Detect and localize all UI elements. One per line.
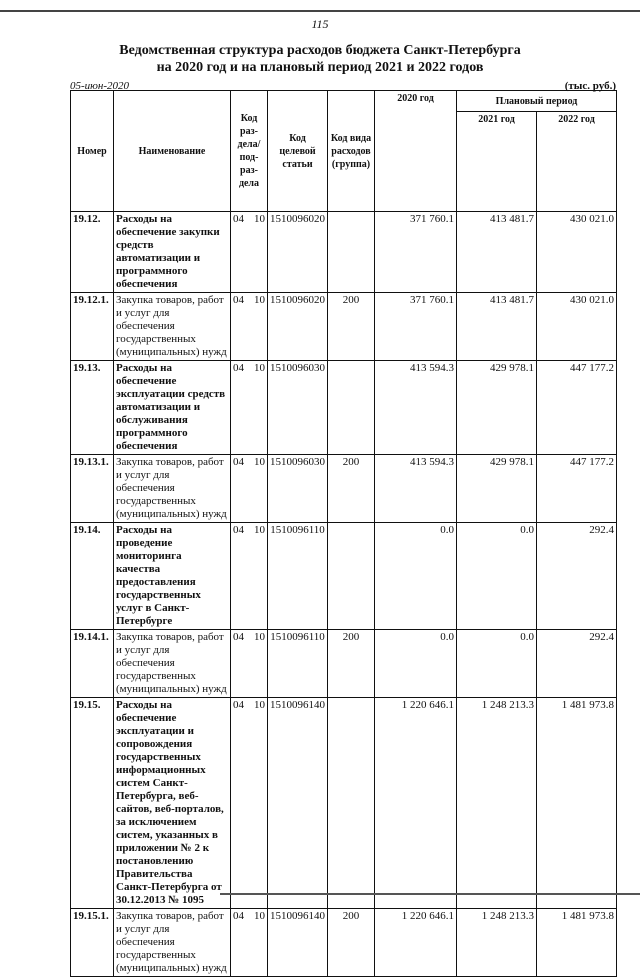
page-number: 115 bbox=[311, 17, 329, 31]
row-number: 19.14. bbox=[71, 523, 114, 630]
row-name: Расходы на обеспечение эксплуатации и сопровождения государственных информационных систем Санкт-Петербурга, веб-сайтов, веб-порталов, за исключением систем, указанных в приложении № 2 к постановлению Правительства Санкт-Петербурга от 30.12.2013 № 1095 bbox=[114, 698, 231, 909]
row-2020: 0.0 bbox=[375, 630, 457, 698]
row-kind bbox=[328, 698, 375, 909]
row-2020: 1 220 646.1 bbox=[375, 909, 457, 977]
row-podrazdel: 10 bbox=[254, 456, 265, 468]
top-rule bbox=[0, 0, 640, 12]
header-2021: 2021 год bbox=[457, 112, 537, 212]
row-razdel: 04 bbox=[233, 910, 244, 922]
row-2022: 1 481 973.8 bbox=[537, 909, 617, 977]
row-name: Закупка товаров, работ и услуг для обеспечения государственных (муниципальных) нужд bbox=[114, 630, 231, 698]
row-2022: 447 177.2 bbox=[537, 361, 617, 455]
title-line-2: на 2020 год и на плановый период 2021 и 2022 годов bbox=[156, 60, 484, 75]
row-name: Расходы на обеспечение эксплуатации средств автоматизации и обслуживания программного обеспечения bbox=[114, 361, 231, 455]
row-podrazdel: 10 bbox=[254, 910, 265, 922]
table-row bbox=[71, 212, 617, 293]
row-kind bbox=[328, 523, 375, 630]
row-2020: 371 760.1 bbox=[375, 212, 457, 293]
row-2021: 0.0 bbox=[457, 523, 537, 630]
row-razdel: 04 bbox=[233, 294, 244, 306]
row-name: Закупка товаров, работ и услуг для обеспечения государственных (муниципальных) нужд bbox=[114, 293, 231, 361]
header-kind: Код вида расходов (группа) bbox=[328, 91, 375, 212]
row-2022: 292.4 bbox=[537, 630, 617, 698]
row-2021: 0.0 bbox=[457, 630, 537, 698]
row-kind bbox=[328, 212, 375, 293]
row-section bbox=[231, 523, 268, 630]
row-number: 19.14.1. bbox=[71, 630, 114, 698]
row-target: 1510096030 bbox=[268, 455, 328, 523]
row-section bbox=[231, 212, 268, 293]
row-section bbox=[231, 361, 268, 455]
row-target: 1510096140 bbox=[268, 909, 328, 977]
row-target: 1510096020 bbox=[268, 293, 328, 361]
row-name: Закупка товаров, работ и услуг для обеспечения государственных (муниципальных) нужд bbox=[114, 909, 231, 977]
row-2021: 429 978.1 bbox=[457, 455, 537, 523]
row-name: Расходы на обеспечение закупки средств автоматизации и программного обеспечения bbox=[114, 212, 231, 293]
row-target: 1510096110 bbox=[268, 523, 328, 630]
bottom-rule bbox=[220, 893, 640, 895]
row-2022: 430 021.0 bbox=[537, 293, 617, 361]
row-target: 1510096140 bbox=[268, 698, 328, 909]
row-number: 19.15.1. bbox=[71, 909, 114, 977]
header-target: Код целевой статьи bbox=[268, 91, 328, 212]
row-section bbox=[231, 293, 268, 361]
row-2022: 447 177.2 bbox=[537, 455, 617, 523]
row-section bbox=[231, 455, 268, 523]
row-2022: 1 481 973.8 bbox=[537, 698, 617, 909]
header-2022: 2022 год bbox=[537, 112, 617, 212]
row-podrazdel: 10 bbox=[254, 524, 265, 536]
row-2021: 429 978.1 bbox=[457, 361, 537, 455]
row-podrazdel: 10 bbox=[254, 213, 265, 225]
row-2021: 1 248 213.3 bbox=[457, 909, 537, 977]
document-date: 05-июн-2020 bbox=[70, 80, 130, 92]
row-2022: 292.4 bbox=[537, 523, 617, 630]
row-2022: 430 021.0 bbox=[537, 212, 617, 293]
title-line-1: Ведомственная структура расходов бюджета Санкт-Петербурга bbox=[119, 43, 521, 58]
table-row bbox=[71, 523, 617, 630]
table-header bbox=[71, 91, 617, 212]
row-kind: 200 bbox=[328, 630, 375, 698]
row-razdel: 04 bbox=[233, 213, 244, 225]
row-number: 19.12.1. bbox=[71, 293, 114, 361]
row-section bbox=[231, 909, 268, 977]
header-2020: 2020 год bbox=[375, 91, 457, 212]
row-target: 1510096020 bbox=[268, 212, 328, 293]
row-razdel: 04 bbox=[233, 362, 244, 374]
header-number: Номер bbox=[71, 91, 114, 212]
table-row bbox=[71, 909, 617, 977]
row-kind: 200 bbox=[328, 293, 375, 361]
row-number: 19.13.1. bbox=[71, 455, 114, 523]
row-podrazdel: 10 bbox=[254, 699, 265, 711]
table-body bbox=[71, 212, 617, 977]
header-planned: Плановый период bbox=[457, 91, 617, 112]
row-2020: 0.0 bbox=[375, 523, 457, 630]
row-target: 1510096030 bbox=[268, 361, 328, 455]
row-target: 1510096110 bbox=[268, 630, 328, 698]
row-razdel: 04 bbox=[233, 631, 244, 643]
row-2021: 1 248 213.3 bbox=[457, 698, 537, 909]
row-2020: 413 594.3 bbox=[375, 361, 457, 455]
row-section bbox=[231, 698, 268, 909]
table-row bbox=[71, 455, 617, 523]
document-title bbox=[0, 42, 640, 76]
row-razdel: 04 bbox=[233, 456, 244, 468]
row-2021: 413 481.7 bbox=[457, 212, 537, 293]
row-podrazdel: 10 bbox=[254, 294, 265, 306]
row-2020: 413 594.3 bbox=[375, 455, 457, 523]
row-kind: 200 bbox=[328, 455, 375, 523]
row-section bbox=[231, 630, 268, 698]
row-name: Закупка товаров, работ и услуг для обеспечения государственных (муниципальных) нужд bbox=[114, 455, 231, 523]
row-podrazdel: 10 bbox=[254, 362, 265, 374]
row-razdel: 04 bbox=[233, 524, 244, 536]
row-name: Расходы на проведение мониторинга качества предоставления государственных услуг в Санкт-Петербурге bbox=[114, 523, 231, 630]
row-kind bbox=[328, 361, 375, 455]
header-name: Наименование bbox=[114, 91, 231, 212]
header-section: Код раз- дела/ под- раз- дела bbox=[231, 91, 268, 212]
table-row bbox=[71, 293, 617, 361]
row-2021: 413 481.7 bbox=[457, 293, 537, 361]
units-label: (тыс. руб.) bbox=[564, 80, 616, 92]
row-podrazdel: 10 bbox=[254, 631, 265, 643]
row-2020: 371 760.1 bbox=[375, 293, 457, 361]
row-number: 19.13. bbox=[71, 361, 114, 455]
row-number: 19.15. bbox=[71, 698, 114, 909]
table-row bbox=[71, 698, 617, 909]
budget-table bbox=[70, 90, 617, 977]
table-row bbox=[71, 361, 617, 455]
row-razdel: 04 bbox=[233, 699, 244, 711]
row-2020: 1 220 646.1 bbox=[375, 698, 457, 909]
row-kind: 200 bbox=[328, 909, 375, 977]
row-number: 19.12. bbox=[71, 212, 114, 293]
table-row bbox=[71, 630, 617, 698]
